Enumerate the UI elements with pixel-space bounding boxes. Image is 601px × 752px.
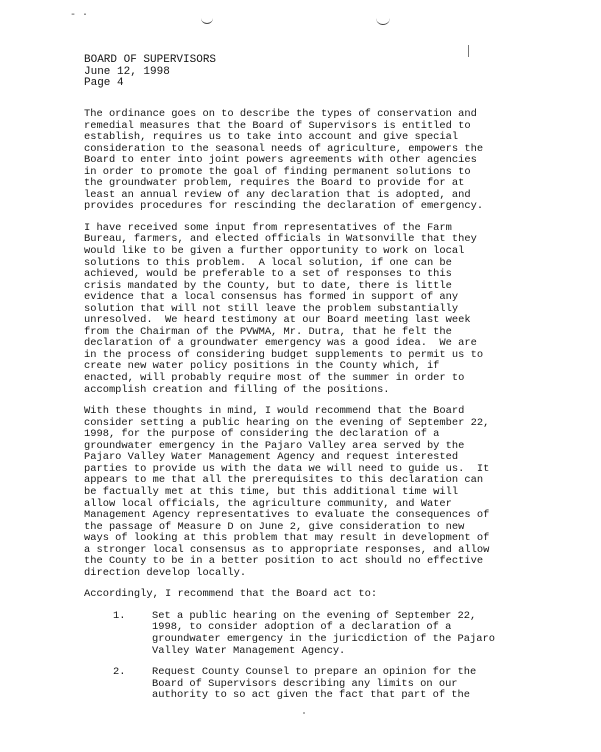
header-page-number: Page 4	[84, 77, 124, 89]
paragraph-input: I have received some input from representatives of the Farm Bureau, farmers, and elected officials in Watsonville that they would like to be given a further opportunity to work on local solutions to this problem. A local solution, if one can be achieved, would be preferable to a set of responses to this crisis mandated by the County, but to date, there is little evidence that a local consensus has formed in support of any solution that will not still leave the problem substantially unresolved. We heard testimony at our Board meeting last week from the Chairman of the PVWMA, Mr. Dutra, that he felt the declaration of a groundwater emergency was a good idea. We are in the process of considering budget supplements to permit us to create new water policy positions in the County which, if enacted, will probably require most of the summer in order to accomplish creation and filling of the positions.	[84, 221, 484, 396]
list-item-number: 2.	[113, 666, 126, 679]
scan-mark-left	[201, 17, 213, 24]
paragraph-ordinance: The ordinance goes on to describe the types of conservation and remedial measures that the Board of Supervisors is entitled to establish, requires us to take into account and give special consideration to the seasonal needs of agriculture, empowers the Board to enter into joint powers agreements with other agencies in order to promote the goal of finding permanent solutions to the groundwater problem, requires the Board to provide for at least an annual review of any declaration that is adopted, and provides procedures for rescinding the declaration of emergency.	[84, 108, 484, 213]
scan-mark-right	[376, 17, 390, 25]
scan-mark-bar	[468, 45, 469, 57]
list-item-number: 1.	[113, 609, 126, 622]
recommendation-list	[84, 611, 524, 702]
letter-header	[84, 55, 216, 90]
header-date: June 12, 1998	[84, 65, 170, 78]
letter-body	[84, 109, 524, 712]
paragraph-thoughts: With these thoughts in mind, I would recommend that the Board consider setting a public hearing on the evening of September 22, 1998, for the purpose of considering the declaration of a groundwater emergency in the Pajaro Valley area served by the Pajaro Valley Water Management Agency and request interested parties to provide us with the data we will need to guide us. It appears to me that all the prerequisites to this declaration can be factually met at this time, but this additional time will allow local officials, the agriculture community, and Water Management Agency representatives to evaluate the consequences of the passage of Measure D on June 2, give consideration to new ways of looking at this problem that may result in development of a stronger local consensus as to appropriate responses, and allow the County to be in a better position to act should no effective direction develop locally.	[84, 405, 490, 579]
list-item	[84, 611, 524, 657]
scan-mark-dash: - ·	[70, 10, 89, 21]
list-item-text: Set a public hearing on the evening of September 22, 1998, to consider adoption of a declaration of a groundwater emergency in the juricdiction of the Pajaro Valley Water Management Agency.	[152, 609, 495, 657]
header-recipient: BOARD OF SUPERVISORS	[84, 54, 217, 66]
list-item-text: Request County Counsel to prepare an opinion for the Board of Supervisors describing any limits on our authority to so act given the fact that part of the	[152, 666, 477, 702]
list-item	[84, 667, 524, 702]
scan-mark-dot	[303, 712, 305, 714]
paragraph-accordingly: Accordingly, I recommend that the Board act to:	[84, 588, 378, 601]
